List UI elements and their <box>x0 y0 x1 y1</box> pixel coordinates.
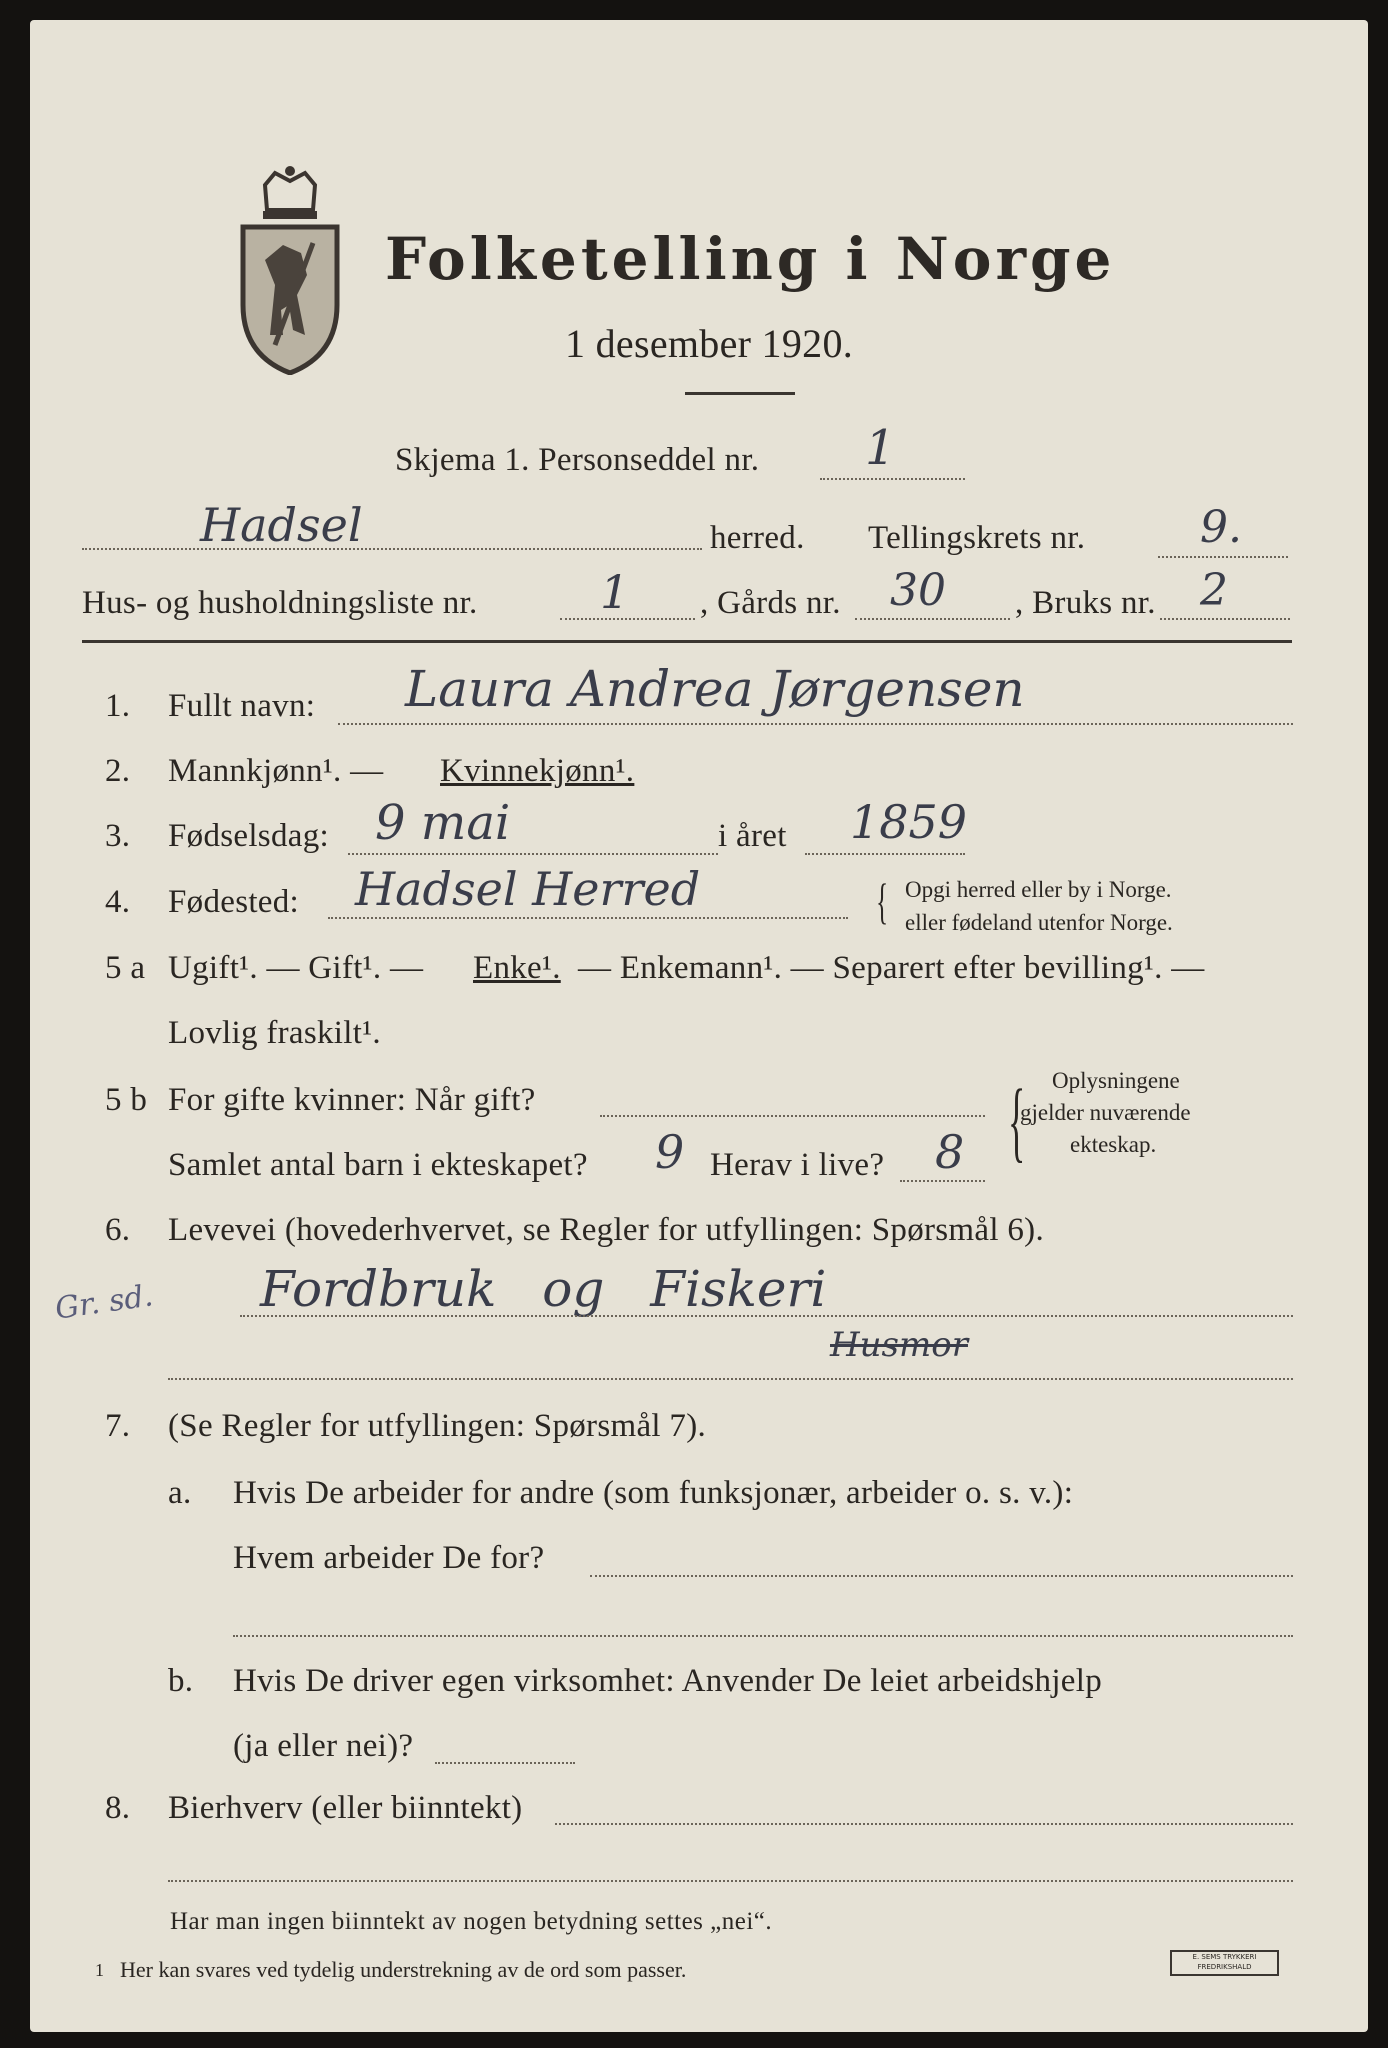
q5a-ugift-gift: Ugift¹. — Gift¹. — <box>168 950 424 986</box>
census-form <box>30 20 1368 2032</box>
q5b-barn-label: Samlet antal barn i ekteskapet? <box>168 1147 588 1183</box>
q6-label: Levevei (hovederhvervet, se Regler for utfyllingen: Spørsmål 6). <box>168 1212 1045 1248</box>
q2-number: 2. <box>105 753 131 789</box>
children-alive-value: 8 <box>935 1125 965 1179</box>
q2-female-underlined: Kvinnekjønn¹. <box>440 753 635 789</box>
q6-number: 6. <box>105 1212 131 1248</box>
gards-label: , Gårds nr. <box>700 585 841 621</box>
form-title: Folketelling i Norge <box>385 225 1116 293</box>
q5b-note-2: gjelder nuværende <box>1020 1100 1191 1125</box>
bruks-label: , Bruks nr. <box>1015 585 1156 621</box>
husholdningsliste-value: 1 <box>600 565 630 619</box>
q7-number: 7. <box>105 1408 131 1444</box>
q5b-live-label: Herav i live? <box>710 1147 885 1183</box>
bruks-value: 2 <box>1200 565 1228 616</box>
footnote-text: Her kan svares ved tydelig understrekning av de ord som passer. <box>120 1957 687 1982</box>
census-date: 1 desember 1920. <box>565 321 854 366</box>
q4-number: 4. <box>105 884 131 920</box>
q7b-question: (ja eller nei)? <box>233 1728 414 1764</box>
q4-note-1: Opgi herred eller by i Norge. <box>905 877 1172 902</box>
title-divider <box>685 392 795 395</box>
q8-label: Bierhverv (eller biinntekt) <box>168 1790 523 1826</box>
skjema-label: Skjema 1. Personseddel nr. <box>395 442 760 478</box>
q5b-note-3: ekteskap. <box>1070 1132 1157 1157</box>
q7a-question: Hvem arbeider De for? <box>233 1540 545 1576</box>
printer-stamp: E. SEMS TRYKKERI FREDRIKSHALD <box>1170 1950 1279 1976</box>
birth-year-value: 1859 <box>850 795 968 849</box>
q4-label: Fødested: <box>168 884 300 920</box>
q1-number: 1. <box>105 688 131 724</box>
children-count-value: 9 <box>655 1125 685 1179</box>
footnote-number: 1 <box>95 1960 104 1980</box>
husholdningsliste-label: Hus- og husholdningsliste nr. <box>82 585 478 621</box>
occupation-value: Fordbruk og Fiskeri <box>260 1260 827 1318</box>
tellingskrets-value: 9. <box>1200 502 1242 553</box>
q5b-brace: { <box>1008 1072 1026 1171</box>
q7b-letter: b. <box>168 1663 194 1699</box>
herred-value: Hadsel <box>200 498 363 552</box>
q7b-text: Hvis De driver egen virksomhet: Anvender De leiet arbeidshjelp <box>233 1663 1103 1699</box>
header-divider <box>82 640 1292 643</box>
q7a-letter: a. <box>168 1475 192 1511</box>
q5a-line2: Lovlig fraskilt¹. <box>168 1015 381 1051</box>
gards-value: 30 <box>890 565 946 616</box>
q4-note-2: eller fødeland utenfor Norge. <box>905 910 1173 935</box>
q7-label: (Se Regler for utfyllingen: Spørsmål 7). <box>168 1408 707 1444</box>
q6-margin-note: Gr. sd. <box>53 1278 156 1327</box>
year-label: i året <box>718 818 787 854</box>
q1-label: Fullt navn: <box>168 688 316 724</box>
birthplace-value: Hadsel Herred <box>355 862 701 916</box>
q7a-text: Hvis De arbeider for andre (som funksjonær, arbeider o. s. v.): <box>233 1475 1074 1511</box>
q4-brace: { <box>876 873 889 929</box>
birthdate-value: 9 mai <box>375 795 511 851</box>
norway-coat-of-arms-icon <box>235 165 345 375</box>
occupation-struck-word: Husmor <box>830 1325 968 1365</box>
q3-label: Fødselsdag: <box>168 818 329 854</box>
q5a-number: 5 a <box>105 950 146 986</box>
q8-number: 8. <box>105 1790 131 1826</box>
q5b-label: For gifte kvinner: Når gift? <box>168 1082 536 1118</box>
q5b-note-1: Oplysningene <box>1052 1068 1180 1093</box>
q5b-number: 5 b <box>105 1082 148 1118</box>
q3-number: 3. <box>105 818 131 854</box>
q5a-enke-underlined: Enke¹. <box>473 950 561 986</box>
tellingskrets-label: Tellingskrets nr. <box>868 520 1086 556</box>
footer-note: Har man ingen biinntekt av nogen betydning settes „nei“. <box>170 1908 773 1935</box>
q2-male: Mannkjønn¹. — <box>168 753 384 789</box>
full-name-value: Laura Andrea Jørgensen <box>405 660 1025 718</box>
personseddel-number: 1 <box>865 420 896 476</box>
q5a-rest: — Enkemann¹. — Separert efter bevilling¹. — <box>578 950 1205 986</box>
herred-label: herred. <box>710 520 805 556</box>
